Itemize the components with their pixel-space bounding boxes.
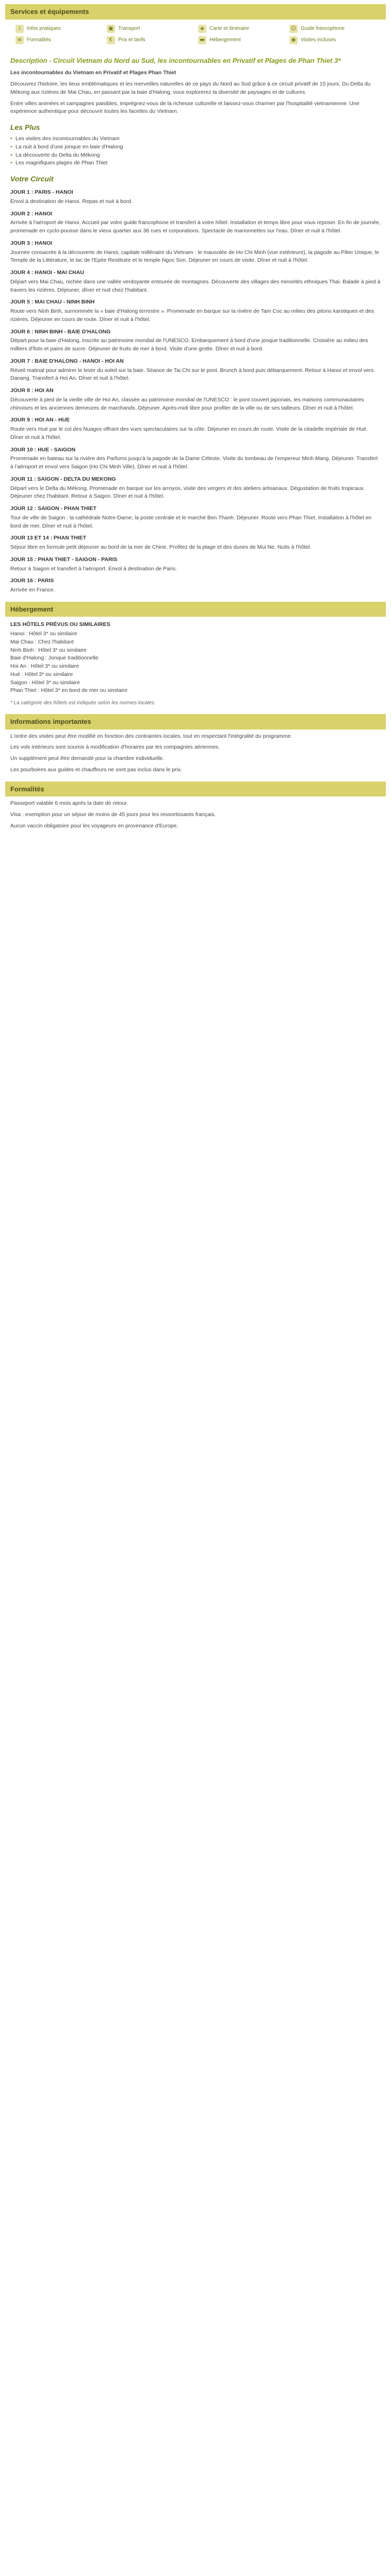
day-block (10, 189, 381, 206)
service-visits[interactable]: ◉ Visites incluses (289, 36, 376, 44)
intro-paragraph: Entre villes animées et campagnes paisibles, imprégnez-vous de la richesse culturelle et laissez-vous charmer par l'hospitalité vietnamienne. Une expérience authentique pour découvrir toutes les facettes du Vietnam. (10, 100, 360, 115)
hotel-line: Baie d'Halong : Jonque traditionnelle (10, 655, 99, 662)
accommodation-header (5, 602, 386, 617)
day-block (10, 328, 381, 353)
day-block (10, 298, 381, 324)
accommodation-note: * La catégorie des hôtels est indiquée selon les normes locales. (10, 700, 156, 706)
day-text: Route vers Hué par le col des Nuages offrant des vues spectaculaires sur la côte. Déjeuner en cours de route. Visite de la citadelle impériale de Hué. Dîner et nuit à l'hôtel. (10, 426, 368, 440)
service-guide[interactable]: ☺ Guide francophone (289, 25, 376, 33)
day-block (10, 577, 381, 595)
day-block (10, 534, 381, 552)
day-text: Tour de ville de Saigon : la cathédrale Notre-Dame, la poste centrale et le marché Ben Thanh. Déjeuner. Route vers Phan Thiet. Installation à l'hôtel en bord de mer. Dîner et nuit à l'hôtel. (10, 514, 372, 529)
service-accommodation[interactable]: ▬ Hébergement (198, 36, 284, 44)
day-title: JOUR 11 : SAIGON - DELTA DU MEKONG (10, 476, 116, 482)
day-text: Découverte à pied de la vieille ville de Hoi An, classée au patrimoine mondial de l'UNESCO : le pont couvert japonais, les maisons communautaires chinoises et les anciennes demeures de marchands. Déjeuner. Après-midi libre pour profiter de la ville ou de ses tailleurs. Dîner et nuit à l'hôtel. (10, 396, 364, 411)
service-map[interactable]: ◈ Carte et itinéraire (198, 25, 284, 33)
euro-icon: € (107, 36, 115, 44)
practical-title: Informations importantes (10, 718, 91, 726)
page-title: Description - Circuit Vietnam du Nord au Sud, les incontournables en Privatif et Plages de Phan Thiet 3* (10, 56, 341, 64)
day-block (10, 387, 381, 412)
services-title: Services et équipements (10, 8, 89, 15)
day-block (10, 446, 381, 471)
day-title: JOUR 4 : HANOI - MAI CHAU (10, 269, 84, 276)
hotel-line: Hanoi : Hôtel 3* ou similaire (10, 631, 77, 637)
list-item: • La découverte du Delta du Mékong (10, 151, 381, 160)
day-title: JOUR 9 : HOI AN - HUE (10, 417, 70, 423)
day-text: Envol à destination de Hanoi. Repas et nuit à bord. (10, 198, 133, 205)
intro-heading: Les incontournables du Vietnam en Privatif et Plages Phan Thiet (10, 70, 176, 76)
list-item: • Les magnifiques plages de Phan Thiet (10, 159, 381, 167)
doc-icon: ≡ (15, 36, 24, 44)
day-text: Réveil matinal pour admirer le lever du soleil sur la baie. Séance de Tai Chi sur le pont. Brunch à bord puis débarquement. Retour à Hanoi et envol vers Danang. Transfert à Hoi An. Dîner et nuit à l'hôtel. (10, 367, 374, 382)
list-item: • La nuit à bord d'une jonque en baie d'Halong (10, 143, 381, 151)
day-text: Départ vers Mai Chau, nichée dans une vallée verdoyante entourée de montagnes. Découverte des villages des minorités ethniques Thai. Balade à pied à travers les rizières. Déjeuner, dîner et nuit chez l'habitant. (10, 278, 381, 293)
practical-paragraph: Les pourboires aux guides et chauffeurs ne sont pas inclus dans le prix. (10, 766, 183, 773)
hotel-line: Mai Chau : Chez l'habitant (10, 638, 74, 645)
day-block (10, 269, 381, 294)
main-content (0, 57, 391, 831)
day-title: JOUR 10 : HUE - SAIGON (10, 446, 76, 453)
bed-icon: ▬ (198, 36, 206, 44)
accommodation-title: Hébergement (10, 605, 54, 613)
service-prices[interactable]: € Prix et tarifs (107, 36, 193, 44)
info-icon: i (15, 25, 24, 33)
accommodation-subtitle: LES HÔTELS PRÉVUS OU SIMILAIRES (10, 621, 110, 628)
day-text: Journée consacrée à la découverte de Hanoi, capitale millénaire du Vietnam : le mausolée de Ho Chi Minh (vue extérieure), la pagode au Pilier Unique, le Temple de la Littérature, le lac de l'Epée Restituée et le temple Ngoc Son. Déjeuner en cours de visite. Dîner et nuit à l'hôtel. (10, 249, 379, 264)
formalities-paragraph: Passeport valable 6 mois après la date de retour. (10, 800, 128, 807)
service-info[interactable]: i Infos pratiques (15, 25, 102, 33)
hotel-line: Saigon : Hôtel 3* ou similaire (10, 679, 80, 686)
day-title: JOUR 15 : PHAN THIET - SAIGON - PARIS (10, 556, 118, 563)
practical-paragraph: Un supplément peut être demandé pour la chambre individuelle. (10, 755, 165, 762)
day-text: Route vers Ninh Binh, surnommée la « baie d'Halong terrestre ». Promenade en barque sur la rivière de Tam Coc au milieu des pitons karstiques et des rizières. Déjeuner en cours de route. Dîner et nuit à l'hôtel. (10, 308, 374, 323)
formalities-paragraph: Aucun vaccin obligatoire pour les voyageurs en provenance d'Europe. (10, 822, 178, 829)
hotel-line: Ninh Binh : Hôtel 3* ou similaire (10, 647, 87, 653)
bus-icon: ▣ (107, 25, 115, 33)
day-title: JOUR 6 : NINH BINH - BAIE D'HALONG (10, 328, 111, 335)
guide-icon: ☺ (289, 25, 298, 33)
day-title: JOUR 5 : MAI CHAU - NINH BINH (10, 299, 95, 306)
practical-header (5, 714, 386, 730)
service-transport[interactable]: ▣ Transport (107, 25, 193, 33)
day-block (10, 240, 381, 265)
day-title: JOUR 3 : HANOI (10, 240, 53, 246)
hotel-line: Hoi An : Hôtel 3* ou similaire (10, 663, 79, 670)
highlights-title: Les Plus (10, 123, 40, 132)
hotel-line: Hué : Hôtel 3* ou similaire (10, 671, 73, 677)
practical-paragraph: L'ordre des visites peut être modifié en fonction des contraintes locales, tout en respectant l'intégralité du programme. (10, 733, 292, 739)
day-block (10, 416, 381, 442)
day-block (10, 505, 381, 530)
day-text: Départ pour la baie d'Halong, inscrite au patrimoine mondial de l'UNESCO. Embarquement à bord d'une jonque traditionnelle. Croisière au milieu des milliers d'îlots et pains de sucre. Déjeuner de fruits de mer à bord. Visite d'une grotte. Dîner et nuit à bord. (10, 337, 368, 352)
day-title: JOUR 13 ET 14 : PHAN THIET (10, 535, 87, 541)
list-item: • Les visites des incontournables du Vietnam (10, 135, 381, 143)
day-block (10, 476, 381, 501)
day-title: JOUR 2 : HANOI (10, 210, 53, 217)
formalities-paragraph: Visa : exemption pour un séjour de moins de 45 jours pour les ressortissants français. (10, 811, 216, 818)
day-block (10, 556, 381, 573)
camera-icon: ◉ (289, 36, 298, 44)
day-block (10, 210, 381, 235)
day-text: Retour à Saigon et transfert à l'aéroport. Envol à destination de Paris. (10, 565, 177, 572)
day-text: Départ vers le Delta du Mékong. Promenade en barque sur les arroyos, visite des vergers et des ateliers artisanaux. Dégustation de fruits tropicaux. Déjeuner chez l'habitant. Retour à Saigon. Dîner et nuit à l'hôtel. (10, 485, 365, 500)
intro-paragraph: Découvrez l'histoire, les lieux emblématiques et les merveilles naturelles de ce pays du Nord au Sud grâce à ce circuit privatif de 15 jours. Du Delta du Mékong aux rizières de Mai Chau, en passant par la baie d'Halong, vous explorerez la diversité de paysages et de cultures. (10, 81, 371, 95)
service-formalities[interactable]: ≡ Formalités (15, 36, 102, 44)
circuit-title: Votre Circuit (10, 175, 54, 183)
day-block (10, 358, 381, 383)
formalities-title: Formalités (10, 785, 44, 793)
practical-paragraph: Les vols intérieurs sont soumis à modification d'horaires par les compagnies aériennes. (10, 744, 220, 751)
page (0, 4, 391, 843)
day-text: Arrivée en France. (10, 587, 55, 594)
day-title: JOUR 12 : SAIGON - PHAN THIET (10, 505, 96, 512)
day-text: Séjour libre en formule petit déjeuner au bord de la mer de Chine. Profitez de la plage et des dunes de Mui Ne. Nuits à l'hôtel. (10, 544, 312, 551)
day-title: JOUR 16 : PARIS (10, 578, 54, 584)
map-icon: ◈ (198, 25, 206, 33)
services-header (5, 4, 386, 20)
hotel-line: Phan Thiet : Hôtel 3* en bord de mer ou similaire (10, 687, 127, 694)
day-text: Promenade en bateau sur la rivière des Parfums jusqu'à la pagode de la Dame Céleste. Visite du tombeau de l'empereur Minh Mang. Déjeuner. Transfert à l'aéroport et envol vers Saigon (Ho Chi Minh Ville). Dîner et nuit à l'hôtel. (10, 455, 378, 470)
day-title: JOUR 8 : HOI AN (10, 387, 54, 394)
day-text: Arrivée à l'aéroport de Hanoi. Accueil par votre guide francophone et transfert à votre hôtel. Installation et temps libre pour vous reposer. En fin de journée, promenade en cyclo-pousse dans le vieux quartier aux 36 rues et corporations. Spectacle de marionnettes sur l'eau. Dîner et nuit à l'hôtel. (10, 219, 381, 234)
highlights-list (10, 135, 381, 167)
day-title: JOUR 7 : BAIE D'HALONG - HANOI - HOI AN (10, 358, 124, 364)
day-title: JOUR 1 : PARIS - HANOI (10, 189, 73, 196)
services-grid (5, 20, 386, 49)
formalities-header (5, 782, 386, 797)
